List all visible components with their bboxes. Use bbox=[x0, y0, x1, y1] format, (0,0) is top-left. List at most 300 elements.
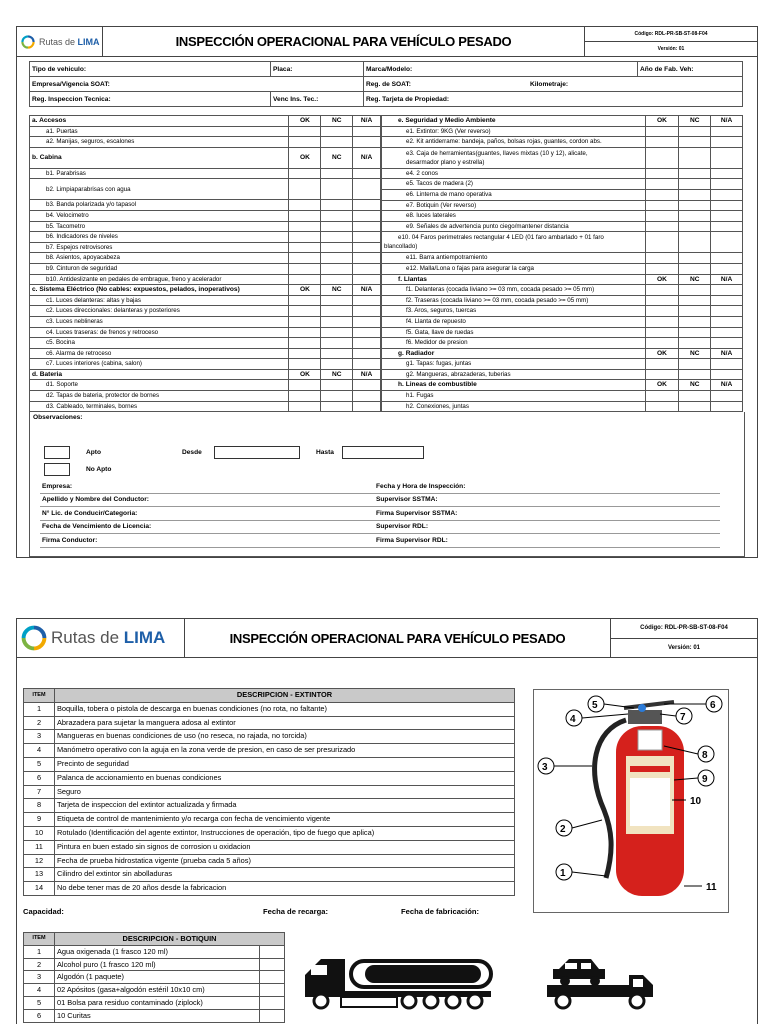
placa-field[interactable]: Placa: bbox=[271, 62, 364, 77]
na-cell[interactable] bbox=[711, 263, 743, 274]
ok-cell[interactable] bbox=[645, 200, 679, 211]
nc-cell[interactable] bbox=[679, 285, 711, 296]
checklist-right bbox=[381, 115, 743, 412]
checklist-row: f2. Traseras (cocada liviano >= 03 mm, cocada pesado >= 05 mm) bbox=[382, 295, 743, 306]
signature-table bbox=[40, 480, 720, 548]
na-cell[interactable] bbox=[353, 295, 381, 306]
nc-cell[interactable] bbox=[321, 200, 353, 211]
na-cell[interactable] bbox=[711, 147, 743, 168]
ok-cell[interactable] bbox=[289, 221, 321, 232]
first-aid-item-row bbox=[24, 945, 285, 958]
extinguisher-item-row bbox=[24, 840, 515, 854]
no-apto-checkbox[interactable] bbox=[44, 463, 70, 476]
nc-cell[interactable] bbox=[679, 295, 711, 306]
checklist-row: c4. Luces traseras: de frenos y retroceso bbox=[30, 327, 381, 338]
ok-cell[interactable] bbox=[645, 189, 679, 200]
extinguisher-item-row bbox=[24, 799, 515, 813]
checklist-row: e9. Señales de advertencia punto ciego/mantener distancia bbox=[382, 221, 743, 232]
checklist-row: f6. Medidor de presion bbox=[382, 338, 743, 349]
ok-cell[interactable] bbox=[645, 232, 679, 253]
section-header-accesos: a. Accesos OK NC N/A bbox=[30, 116, 381, 127]
checklist-row: d1. Soporte bbox=[30, 380, 381, 391]
inspection-form-front bbox=[16, 26, 758, 558]
inspection-form-back bbox=[16, 618, 758, 1024]
item-description: Mangueras en buenas condiciones de uso (no reseca, no rajada, no torcida) bbox=[55, 730, 515, 744]
na-cell[interactable] bbox=[353, 210, 381, 221]
checklist-row: e11. Barra antiempotramiento bbox=[382, 253, 743, 264]
extinguisher-description-header: DESCRIPCION - EXTINTOR bbox=[55, 689, 515, 703]
nc-cell[interactable] bbox=[679, 179, 711, 190]
callout-6: 6 bbox=[710, 700, 716, 711]
item-description: Manómetro operativo con la aguja en la zona verde de presion, en caso de ser presurizado bbox=[55, 744, 515, 758]
checklist-row: f1. Delanteras (cocada liviano >= 03 mm, cocada pesado >= 05 mm) bbox=[382, 285, 743, 296]
observations-section bbox=[29, 412, 745, 557]
checklist-row: b4. Velocimetro bbox=[30, 210, 381, 221]
check-cell[interactable] bbox=[260, 958, 285, 971]
ok-cell[interactable] bbox=[289, 179, 321, 200]
na-cell[interactable] bbox=[353, 391, 381, 402]
ok-cell[interactable] bbox=[289, 263, 321, 274]
form-header bbox=[17, 27, 757, 57]
na-cell[interactable] bbox=[353, 200, 381, 211]
ok-cell[interactable] bbox=[289, 401, 321, 412]
nc-cell[interactable] bbox=[679, 338, 711, 349]
checklist-row: b2. Limpiaparabrisas con agua bbox=[30, 179, 381, 200]
extinguisher-checklist bbox=[23, 688, 515, 896]
na-cell[interactable] bbox=[353, 263, 381, 274]
marca-modelo-field[interactable]: Marca/Modelo: bbox=[364, 62, 638, 77]
firma-conductor-field[interactable]: Firma Conductor: bbox=[40, 534, 374, 548]
checklist-row: b8. Asientos, apoyacabeza bbox=[30, 253, 381, 264]
apto-checkbox[interactable] bbox=[44, 446, 70, 459]
rutas-de-lima-logo-icon bbox=[21, 625, 47, 651]
nc-cell[interactable] bbox=[679, 137, 711, 148]
extinguisher-item-row bbox=[24, 702, 515, 716]
callout-10: 10 bbox=[690, 796, 702, 807]
nc-cell[interactable] bbox=[679, 126, 711, 137]
ok-cell[interactable] bbox=[645, 369, 679, 380]
check-cell[interactable] bbox=[260, 984, 285, 997]
firma-supervisor-sstma-field[interactable]: Firma Supervisor SSTMA: bbox=[374, 507, 720, 521]
fecha-recarga-field[interactable]: Fecha de recarga: bbox=[263, 907, 328, 916]
reg-soat-field[interactable]: Reg. de SOAT: bbox=[364, 77, 529, 92]
nc-cell[interactable] bbox=[679, 253, 711, 264]
ok-cell[interactable] bbox=[645, 359, 679, 370]
extinguisher-item-row bbox=[24, 757, 515, 771]
extinguisher-item-row bbox=[24, 854, 515, 868]
company-logo bbox=[17, 619, 185, 657]
checklist-row: c2. Luces direccionales: delanteras y posteriores bbox=[30, 306, 381, 317]
nc-cell[interactable] bbox=[321, 295, 353, 306]
callout-8: 8 bbox=[702, 750, 708, 761]
item-number: 2 bbox=[24, 958, 55, 971]
company-logo bbox=[17, 27, 103, 56]
checklist-row: c3. Luces neblineras bbox=[30, 316, 381, 327]
first-aid-item-row bbox=[24, 971, 285, 984]
form-header bbox=[17, 619, 757, 658]
item-description: 02 Apósitos (gasa+algodón estéril 10x10 cm) bbox=[55, 984, 260, 997]
nc-cell[interactable] bbox=[679, 263, 711, 274]
fecha-fabricacion-field[interactable]: Fecha de fabricación: bbox=[401, 907, 480, 916]
item-number: 5 bbox=[24, 757, 55, 771]
form-version: Versión: 01 bbox=[657, 46, 685, 52]
na-cell[interactable] bbox=[353, 232, 381, 243]
ok-cell[interactable] bbox=[645, 391, 679, 402]
ok-cell[interactable] bbox=[289, 380, 321, 391]
item-number: 5 bbox=[24, 996, 55, 1009]
form-version: Versión: 01 bbox=[667, 644, 700, 651]
na-cell[interactable] bbox=[353, 380, 381, 391]
ok-cell[interactable] bbox=[289, 359, 321, 370]
nc-cell[interactable] bbox=[321, 401, 353, 412]
item-number: 6 bbox=[24, 771, 55, 785]
na-cell[interactable] bbox=[353, 306, 381, 317]
na-cell[interactable] bbox=[711, 285, 743, 296]
nc-cell[interactable] bbox=[321, 338, 353, 349]
nc-cell[interactable] bbox=[679, 369, 711, 380]
checklist-row: b6. Indicadores de niveles bbox=[30, 232, 381, 243]
item-description: Seguro bbox=[55, 785, 515, 799]
nc-cell[interactable] bbox=[679, 359, 711, 370]
checklist-row: b7. Espejos retrovisores bbox=[30, 242, 381, 253]
item-number: 2 bbox=[24, 716, 55, 730]
checklist-row: f5. Gata, llave de ruedas bbox=[382, 327, 743, 338]
item-number: 3 bbox=[24, 730, 55, 744]
na-cell[interactable] bbox=[711, 232, 743, 253]
item-description: Cilindro del extintor sin abolladuras bbox=[55, 868, 515, 882]
nc-cell[interactable] bbox=[321, 221, 353, 232]
na-cell[interactable] bbox=[353, 359, 381, 370]
check-cell[interactable] bbox=[260, 945, 285, 958]
checklist-row: e10. 04 Faros perimetrales rectangular 4 LED (01 faro ambarlado + 01 faro blancollado) bbox=[382, 232, 743, 253]
nc-cell[interactable] bbox=[321, 137, 353, 148]
reg-inspeccion-field[interactable]: Reg. Inspeccion Tecnica: bbox=[30, 92, 271, 107]
tipo-vehiculo-field[interactable]: Tipo de vehiculo: bbox=[30, 62, 271, 77]
na-cell[interactable] bbox=[711, 316, 743, 327]
item-number: 14 bbox=[24, 882, 55, 896]
licencia-field[interactable]: N° Lic. de Conducir/Categoria: bbox=[40, 507, 374, 521]
na-cell[interactable] bbox=[353, 253, 381, 264]
ok-cell[interactable] bbox=[645, 306, 679, 317]
checklist-row: c7. Luces interiores (cabina, salon) bbox=[30, 359, 381, 370]
na-cell[interactable] bbox=[711, 189, 743, 200]
item-number: 1 bbox=[24, 945, 55, 958]
na-cell[interactable] bbox=[711, 179, 743, 190]
nc-cell[interactable] bbox=[321, 242, 353, 253]
capacidad-field[interactable]: Capacidad: bbox=[23, 907, 64, 916]
apto-label: Apto bbox=[86, 449, 102, 456]
ok-cell[interactable] bbox=[645, 401, 679, 412]
ok-cell[interactable] bbox=[645, 338, 679, 349]
no-apto-label: No Apto bbox=[86, 466, 112, 473]
item-description: Pintura en buen estado sin signos de corrosion u oxidacion bbox=[55, 840, 515, 854]
callout-2: 2 bbox=[560, 824, 566, 835]
item-description: Alcohol puro (1 frasco 120 ml) bbox=[55, 958, 260, 971]
ok-cell[interactable] bbox=[645, 295, 679, 306]
item-header: ITEM bbox=[24, 689, 55, 703]
ok-cell[interactable] bbox=[645, 179, 679, 190]
na-cell[interactable] bbox=[353, 274, 381, 285]
extinguisher-item-row bbox=[24, 826, 515, 840]
ok-cell[interactable] bbox=[289, 274, 321, 285]
na-cell[interactable] bbox=[711, 126, 743, 137]
nc-cell[interactable] bbox=[679, 189, 711, 200]
extinguisher-item-row bbox=[24, 771, 515, 785]
na-cell[interactable] bbox=[711, 359, 743, 370]
section-header-electrico: c. Sistema Eléctrico (No cables: expuestos, pelados, inoperativos) OK NC N/A bbox=[30, 285, 381, 296]
na-cell[interactable] bbox=[353, 338, 381, 349]
na-cell[interactable] bbox=[711, 401, 743, 412]
na-cell[interactable] bbox=[711, 168, 743, 179]
item-number: 6 bbox=[24, 1009, 55, 1022]
na-cell[interactable] bbox=[711, 211, 743, 222]
fire-extinguisher-icon bbox=[534, 690, 728, 912]
kilometraje-field[interactable]: Kilometraje: bbox=[528, 77, 743, 92]
firma-supervisor-rdl-field[interactable]: Firma Supervisor RDL: bbox=[374, 534, 720, 548]
conductor-field[interactable]: Apellido y Nombre del Conductor: bbox=[40, 493, 374, 507]
na-cell[interactable] bbox=[353, 327, 381, 338]
checklist-row: c1. Luces delanteras: altas y bajas bbox=[30, 295, 381, 306]
check-cell[interactable] bbox=[260, 1009, 285, 1022]
callout-11: 11 bbox=[706, 882, 717, 893]
nc-cell[interactable] bbox=[321, 348, 353, 359]
item-description: Precinto de seguridad bbox=[55, 757, 515, 771]
check-cell[interactable] bbox=[260, 971, 285, 984]
nc-cell[interactable] bbox=[321, 232, 353, 243]
nc-cell[interactable] bbox=[321, 327, 353, 338]
na-cell[interactable] bbox=[353, 242, 381, 253]
na-cell[interactable] bbox=[711, 295, 743, 306]
reg-tarjeta-field[interactable]: Reg. Tarjeta de Propiedad: bbox=[364, 92, 743, 107]
ok-cell[interactable] bbox=[289, 295, 321, 306]
nc-cell[interactable] bbox=[321, 306, 353, 317]
ok-cell[interactable] bbox=[289, 327, 321, 338]
ok-cell[interactable] bbox=[645, 327, 679, 338]
form-code-block bbox=[585, 27, 757, 56]
nc-cell[interactable] bbox=[321, 168, 353, 179]
na-cell[interactable] bbox=[711, 137, 743, 148]
callout-7: 7 bbox=[680, 712, 686, 723]
na-cell[interactable] bbox=[353, 179, 381, 200]
checklist-row: a2. Manijas, seguros, escalones bbox=[30, 137, 381, 148]
na-cell[interactable] bbox=[353, 126, 381, 137]
brand-name: Rutas de LIMA bbox=[51, 628, 166, 647]
callout-4: 4 bbox=[570, 714, 576, 725]
checklist-row: e7. Botiquin (Ver reverso) bbox=[382, 200, 743, 211]
form-title: INSPECCIÓN OPERACIONAL PARA VEHÍCULO PESADO bbox=[103, 27, 585, 56]
ok-cell[interactable] bbox=[645, 316, 679, 327]
empresa-field[interactable]: Empresa: bbox=[40, 480, 374, 493]
item-description: 01 Bolsa para residuo contaminado (ziplock) bbox=[55, 996, 260, 1009]
extinguisher-item-row bbox=[24, 868, 515, 882]
na-cell[interactable] bbox=[353, 401, 381, 412]
item-number: 12 bbox=[24, 854, 55, 868]
checklist-row: g2. Mangueras, abrazaderas, tuberias bbox=[382, 369, 743, 380]
ok-cell[interactable] bbox=[645, 285, 679, 296]
na-cell[interactable] bbox=[353, 316, 381, 327]
na-cell[interactable] bbox=[353, 137, 381, 148]
form-title: INSPECCIÓN OPERACIONAL PARA VEHÍCULO PESADO bbox=[185, 619, 611, 657]
checklist-row: b10. Antideslizante en pedales de embrague, freno y acelerador bbox=[30, 274, 381, 285]
ok-cell[interactable] bbox=[645, 126, 679, 137]
section-header-radiador: g. Radiador OK NC N/A bbox=[382, 348, 743, 359]
brand-name: Rutas de LIMA bbox=[39, 36, 100, 47]
supervisor-sstma-field[interactable]: Supervisor SSTMA: bbox=[374, 493, 720, 507]
ok-cell[interactable] bbox=[289, 242, 321, 253]
checklist-row: d3. Cableado, terminales, bornes bbox=[30, 401, 381, 412]
checklist-row: e6. Linterna de mano operativa bbox=[382, 189, 743, 200]
nc-cell[interactable] bbox=[321, 359, 353, 370]
ok-cell[interactable] bbox=[289, 338, 321, 349]
na-cell[interactable] bbox=[711, 200, 743, 211]
item-description: Agua oxigenada (1 frasco 120 ml) bbox=[55, 945, 260, 958]
empresa-soat-field[interactable]: Empresa/Vigencia SOAT: bbox=[30, 77, 364, 92]
desde-input[interactable] bbox=[214, 446, 300, 459]
ok-cell[interactable] bbox=[645, 263, 679, 274]
nc-cell[interactable] bbox=[321, 274, 353, 285]
venc-ins-tec-field[interactable]: Venc Ins. Tec.: bbox=[271, 92, 364, 107]
nc-cell[interactable] bbox=[321, 316, 353, 327]
item-description: 10 Curitas bbox=[55, 1009, 260, 1022]
extinguisher-info-row bbox=[23, 907, 533, 916]
na-cell[interactable] bbox=[711, 327, 743, 338]
checklist-row: a1. Puertas bbox=[30, 126, 381, 137]
extinguisher-item-row bbox=[24, 813, 515, 827]
rutas-de-lima-logo-icon bbox=[21, 35, 35, 49]
nc-cell[interactable] bbox=[679, 168, 711, 179]
checklist-left bbox=[29, 115, 381, 412]
callout-5: 5 bbox=[592, 700, 598, 711]
venc-licencia-field[interactable]: Fecha de Vencimiento de Licencia: bbox=[40, 520, 374, 534]
nc-cell[interactable] bbox=[321, 179, 353, 200]
checklist-row: e12. Malla/Lona o fajas para asegurar la carga bbox=[382, 263, 743, 274]
ok-cell[interactable] bbox=[645, 221, 679, 232]
item-number: 11 bbox=[24, 840, 55, 854]
nc-cell[interactable] bbox=[321, 380, 353, 391]
extinguisher-item-row bbox=[24, 716, 515, 730]
ok-cell[interactable] bbox=[645, 137, 679, 148]
nc-cell[interactable] bbox=[321, 210, 353, 221]
ok-cell[interactable] bbox=[645, 253, 679, 264]
nc-cell[interactable] bbox=[679, 211, 711, 222]
ok-cell[interactable] bbox=[289, 126, 321, 137]
item-description: Boquilla, tobera o pistola de descarga en buenas condiciones (no rota, no faltante) bbox=[55, 702, 515, 716]
item-description: No debe tener mas de 20 años desde la fabricacion bbox=[55, 882, 515, 896]
checklist-row: e5. Tacos de madera (2) bbox=[382, 179, 743, 190]
ok-cell[interactable] bbox=[289, 137, 321, 148]
checklist-row: f4. Llanta de repuesto bbox=[382, 316, 743, 327]
nc-cell[interactable] bbox=[679, 147, 711, 168]
ok-cell[interactable] bbox=[289, 168, 321, 179]
na-cell[interactable] bbox=[353, 168, 381, 179]
nc-cell[interactable] bbox=[321, 126, 353, 137]
nc-cell[interactable] bbox=[321, 253, 353, 264]
nc-cell[interactable] bbox=[679, 232, 711, 253]
ok-cell[interactable] bbox=[289, 200, 321, 211]
checklist-row: b9. Cinturon de seguridad bbox=[30, 263, 381, 274]
ok-cell[interactable] bbox=[289, 391, 321, 402]
na-cell[interactable] bbox=[353, 221, 381, 232]
first-aid-item-row bbox=[24, 996, 285, 1009]
ok-cell[interactable] bbox=[645, 168, 679, 179]
na-cell[interactable] bbox=[353, 348, 381, 359]
section-header-bateria: d. Bateria OK NC N/A bbox=[30, 369, 381, 380]
na-cell[interactable] bbox=[711, 221, 743, 232]
na-cell[interactable] bbox=[711, 369, 743, 380]
hasta-input[interactable] bbox=[342, 446, 424, 459]
item-description: Palanca de accionamiento en buenas condiciones bbox=[55, 771, 515, 785]
first-aid-checklist bbox=[23, 932, 285, 1023]
nc-cell[interactable] bbox=[679, 221, 711, 232]
item-number: 4 bbox=[24, 744, 55, 758]
checklist-row: b3. Banda polarizada y/o tapasol bbox=[30, 200, 381, 211]
checklist-row: e3. Caja de herramientas(guantes, llaves mixtas (10 y 12), alicate, desarmador plano y estrella) bbox=[382, 147, 743, 168]
na-cell[interactable] bbox=[711, 391, 743, 402]
checklist-row: b5. Tacometro bbox=[30, 221, 381, 232]
ok-cell[interactable] bbox=[645, 147, 679, 168]
item-number: 9 bbox=[24, 813, 55, 827]
nc-cell[interactable] bbox=[679, 316, 711, 327]
ok-cell[interactable] bbox=[289, 306, 321, 317]
ok-cell[interactable] bbox=[289, 232, 321, 243]
na-cell[interactable] bbox=[711, 253, 743, 264]
nc-cell[interactable] bbox=[679, 200, 711, 211]
form-code: Código: RDL-PR-SB-ST-08-F04 bbox=[585, 27, 757, 42]
item-number: 13 bbox=[24, 868, 55, 882]
extinguisher-diagram bbox=[533, 689, 729, 913]
first-aid-item-row bbox=[24, 1009, 285, 1022]
na-cell[interactable] bbox=[711, 338, 743, 349]
checklist-row: d2. Tapas de bateria, protector de bornes bbox=[30, 391, 381, 402]
checklist-row: e8. luces laterales bbox=[382, 211, 743, 222]
item-number: 3 bbox=[24, 971, 55, 984]
tanker-truck-icon bbox=[301, 955, 497, 1013]
nc-cell[interactable] bbox=[679, 401, 711, 412]
supervisor-rdl-field[interactable]: Supervisor RDL: bbox=[374, 520, 720, 534]
extinguisher-item-row bbox=[24, 730, 515, 744]
na-cell[interactable] bbox=[711, 306, 743, 317]
item-description: Abrazadera para sujetar la manguera adosa al extintor bbox=[55, 716, 515, 730]
ok-cell[interactable] bbox=[289, 316, 321, 327]
nc-cell[interactable] bbox=[321, 391, 353, 402]
item-description: Rotulado (Identificación del agente extintor, Instrucciones de operación, tipo de fuego que aplica) bbox=[55, 826, 515, 840]
fecha-hora-field[interactable]: Fecha y Hora de Inspección: bbox=[374, 480, 720, 493]
observaciones-label: Observaciones: bbox=[33, 414, 83, 421]
callout-1: 1 bbox=[560, 868, 566, 879]
ok-cell[interactable] bbox=[289, 348, 321, 359]
check-cell[interactable] bbox=[260, 996, 285, 1009]
checklist-row: e1. Extintor: 9KG (Ver reverso) bbox=[382, 126, 743, 137]
item-number: 8 bbox=[24, 799, 55, 813]
anio-fab-field[interactable]: Año de Fab. Veh: bbox=[638, 62, 743, 77]
item-description: Etiqueta de control de mantenimiento y/o recarga con fecha de vencimiento vigente bbox=[55, 813, 515, 827]
extinguisher-item-row bbox=[24, 882, 515, 896]
nc-cell[interactable] bbox=[679, 391, 711, 402]
section-header-seguridad: e. Seguridad y Medio Ambiente OK NC N/A bbox=[382, 116, 743, 127]
checklist-row: h1. Fugas bbox=[382, 391, 743, 402]
nc-cell[interactable] bbox=[321, 263, 353, 274]
ok-cell[interactable] bbox=[645, 211, 679, 222]
checklist-row: g1. Tapas: fugas, juntas bbox=[382, 359, 743, 370]
vehicle-general-table bbox=[29, 61, 743, 107]
nc-cell[interactable] bbox=[679, 306, 711, 317]
first-aid-item-row bbox=[24, 958, 285, 971]
ok-cell[interactable] bbox=[289, 210, 321, 221]
ok-cell[interactable] bbox=[289, 253, 321, 264]
callout-9: 9 bbox=[702, 774, 708, 785]
first-aid-item-row bbox=[24, 984, 285, 997]
nc-cell[interactable] bbox=[679, 327, 711, 338]
